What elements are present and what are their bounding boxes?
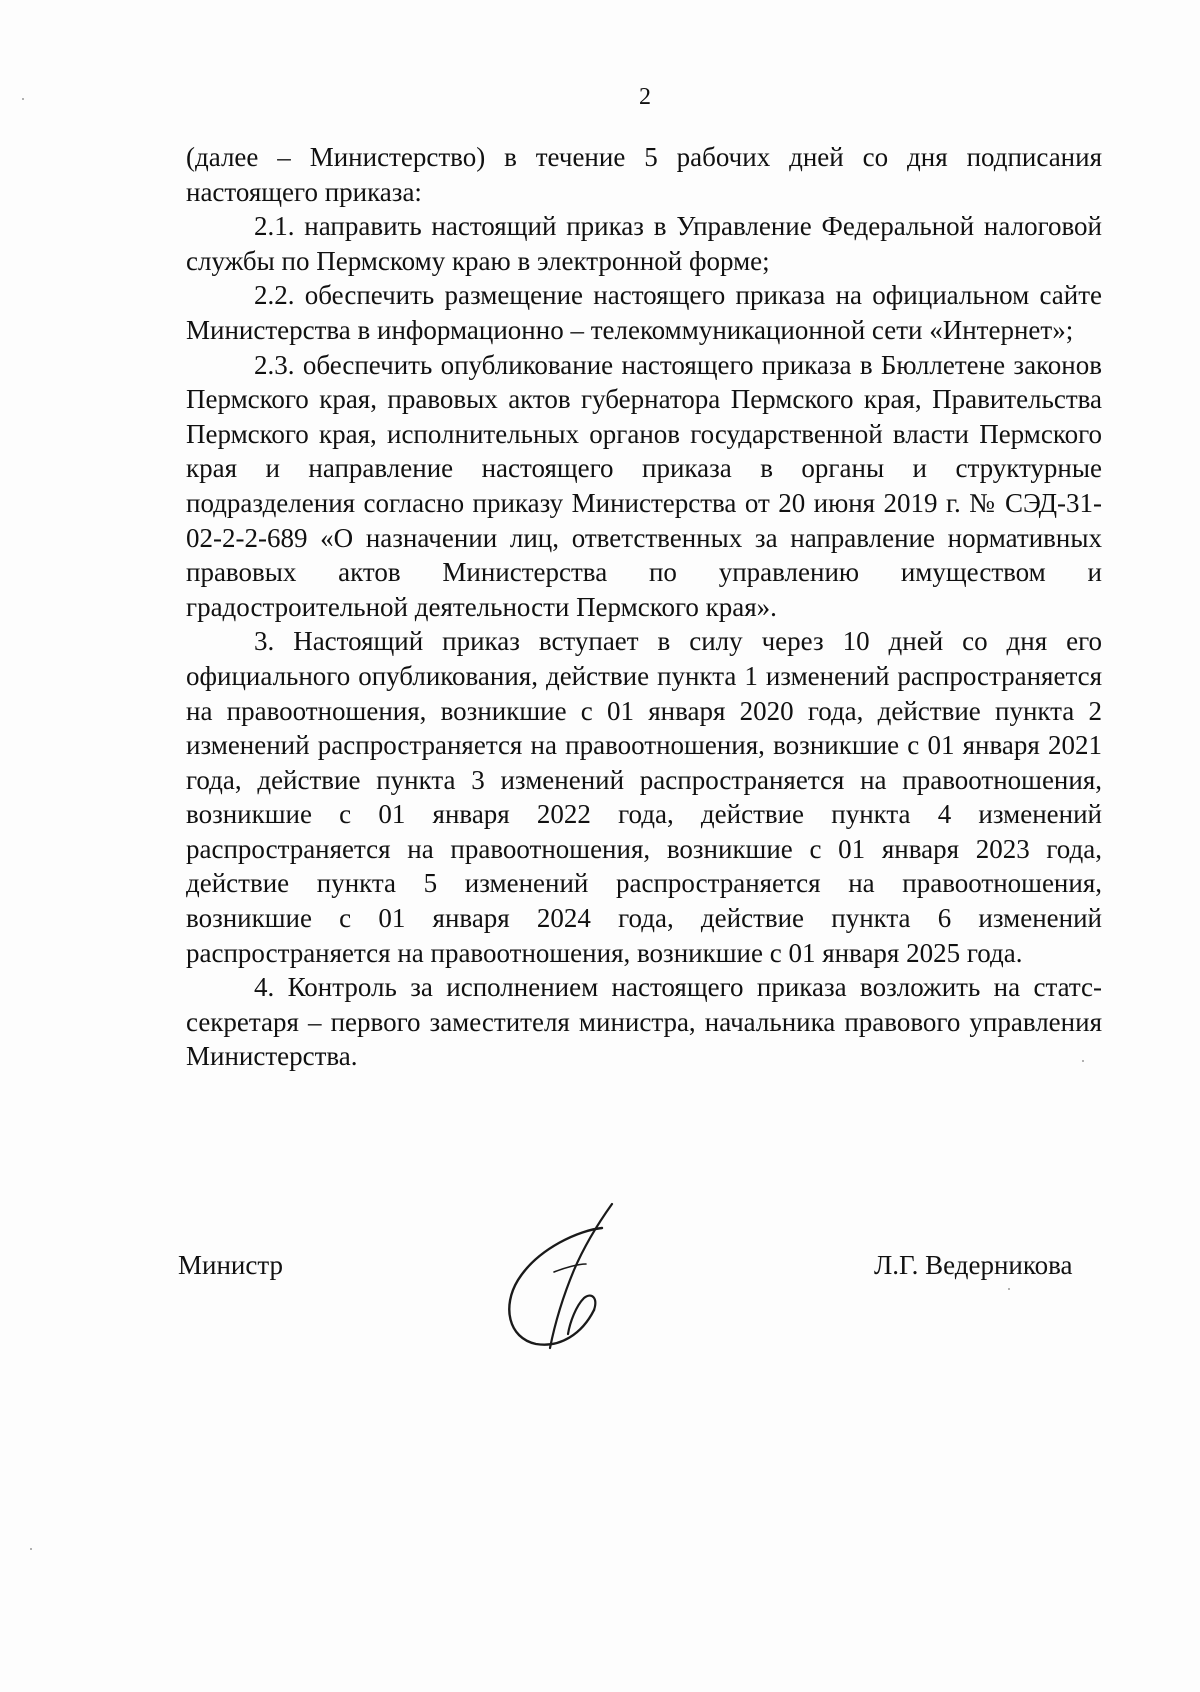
page-number: 2: [639, 84, 651, 110]
paragraph-intro: (далее – Министерство) в течение 5 рабочих дней со дня подписания настоящего приказа:: [186, 142, 1102, 207]
scan-speck: [22, 98, 24, 100]
handwritten-signature: [490, 1198, 640, 1358]
signatory-name: Л.Г. Ведерникова: [874, 1250, 1073, 1280]
scan-speck: [30, 1548, 32, 1550]
paragraph-3: 3. Настоящий приказ вступает в силу через 10 дней со дня его официального опубликования, действие пункта 1 изменений распространяется на правоотношения, возникшие с 01 января 2020 года, действие пункта 2 изменений распространяется на правоотношения, возникшие с 01 января 2021 года, действие пункта 3 изменений распространяется на правоотношения, возникшие с 01 января 2022 года, действие пункта 4 изменений распространяется на правоотношения, возникшие с 01 января 2023 года, действие пункта 5 изменений распространяется на правоотношения, возникшие с 01 января 2024 года, действие пункта 6 изменений распространяется на правоотношения, возникшие с 01 января 2025 года.: [186, 626, 1102, 968]
scan-speck: [1082, 1060, 1084, 1062]
paragraph-4: 4. Контроль за исполнением настоящего приказа возложить на статс-секретаря – первого заместителя министра, начальника правового управления Министерства.: [186, 972, 1102, 1072]
document-body: [186, 140, 1102, 1074]
paragraph-2-2: 2.2. обеспечить размещение настоящего приказа на официальном сайте Министерства в информационно – телекоммуникационной сети «Интернет»;: [186, 280, 1102, 345]
signatory-title: Министр: [178, 1250, 283, 1280]
signature-block: [0, 1240, 1200, 1370]
paragraph-2-1: 2.1. направить настоящий приказ в Управление Федеральной налоговой службы по Пермскому краю в электронной форме;: [186, 211, 1102, 276]
paragraph-2-3: 2.3. обеспечить опубликование настоящего приказа в Бюллетене законов Пермского края, правовых актов губернатора Пермского края, Правительства Пермского края, исполнительных органов государственной власти Пермского края и направление настоящего приказа в органы и структурные подразделения согласно приказу Министерства от 20 июня 2019 г. № СЭД-31-02-2-2-689 «О назначении лиц, ответственных за направление нормативных правовых актов Министерства по управлению имуществом и градостроительной деятельности Пермского края».: [186, 349, 1102, 622]
scan-speck: [1008, 1288, 1010, 1290]
